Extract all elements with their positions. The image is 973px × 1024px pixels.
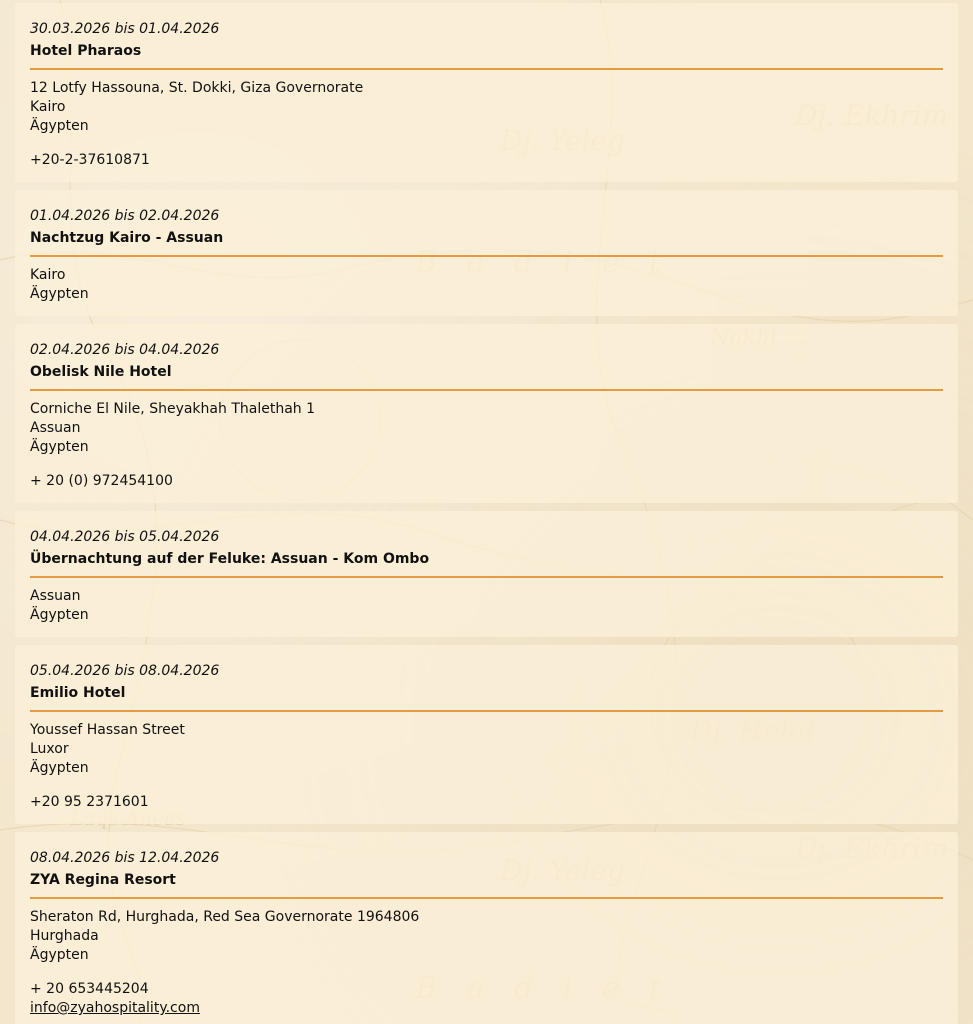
stay-name: Emilio Hotel <box>30 685 126 701</box>
stay-phone: +20 95 2371601 <box>30 794 149 810</box>
stay-card <box>15 645 958 824</box>
stay-city: Kairo <box>30 99 66 115</box>
stay-city: Luxor <box>30 741 69 757</box>
divider <box>30 710 943 712</box>
stay-city: Assuan <box>30 588 81 604</box>
divider <box>30 68 943 70</box>
stay-dates: 30.03.2026 bis 01.04.2026 <box>30 21 220 37</box>
stay-country: Ägypten <box>30 607 89 623</box>
stay-card <box>15 324 958 503</box>
stay-dates: 01.04.2026 bis 02.04.2026 <box>30 208 220 224</box>
stay-name: ZYA Regina Resort <box>30 872 176 888</box>
stay-country: Ägypten <box>30 286 89 302</box>
stay-name: Hotel Pharaos <box>30 43 142 59</box>
stay-name: Nachtzug Kairo - Assuan <box>30 230 224 246</box>
stay-street: Youssef Hassan Street <box>30 722 185 738</box>
stay-dates: 08.04.2026 bis 12.04.2026 <box>30 850 220 866</box>
stay-street: Sheraton Rd, Hurghada, Red Sea Governorate 1964806 <box>30 909 420 925</box>
stay-street: 12 Lotfy Hassouna, St. Dokki, Giza Governorate <box>30 80 364 96</box>
stay-country: Ägypten <box>30 439 89 455</box>
stay-email-link[interactable]: info@zyahospitality.com <box>30 1000 200 1016</box>
divider <box>30 389 943 391</box>
stay-city: Assuan <box>30 420 81 436</box>
divider <box>30 576 943 578</box>
divider <box>30 897 943 899</box>
stay-city: Kairo <box>30 267 66 283</box>
stay-phone: + 20 653445204 <box>30 981 149 997</box>
stay-dates: 05.04.2026 bis 08.04.2026 <box>30 663 220 679</box>
stay-phone: + 20 (0) 972454100 <box>30 473 173 489</box>
stay-country: Ägypten <box>30 947 89 963</box>
stay-card <box>15 511 958 637</box>
stay-dates: 02.04.2026 bis 04.04.2026 <box>30 342 220 358</box>
stay-country: Ägypten <box>30 760 89 776</box>
stay-phone: +20-2-37610871 <box>30 152 150 168</box>
stay-name: Übernachtung auf der Feluke: Assuan - Kom Ombo <box>30 551 430 567</box>
stay-list <box>15 3 958 1024</box>
stay-street: Corniche El Nile, Sheyakhah Thalethah 1 <box>30 401 315 417</box>
stay-city: Hurghada <box>30 928 99 944</box>
stay-card <box>15 832 958 1024</box>
stay-country: Ägypten <box>30 118 89 134</box>
divider <box>30 255 943 257</box>
stay-card <box>15 190 958 316</box>
stay-card <box>15 3 958 182</box>
stay-dates: 04.04.2026 bis 05.04.2026 <box>30 529 220 545</box>
stay-name: Obelisk Nile Hotel <box>30 364 172 380</box>
